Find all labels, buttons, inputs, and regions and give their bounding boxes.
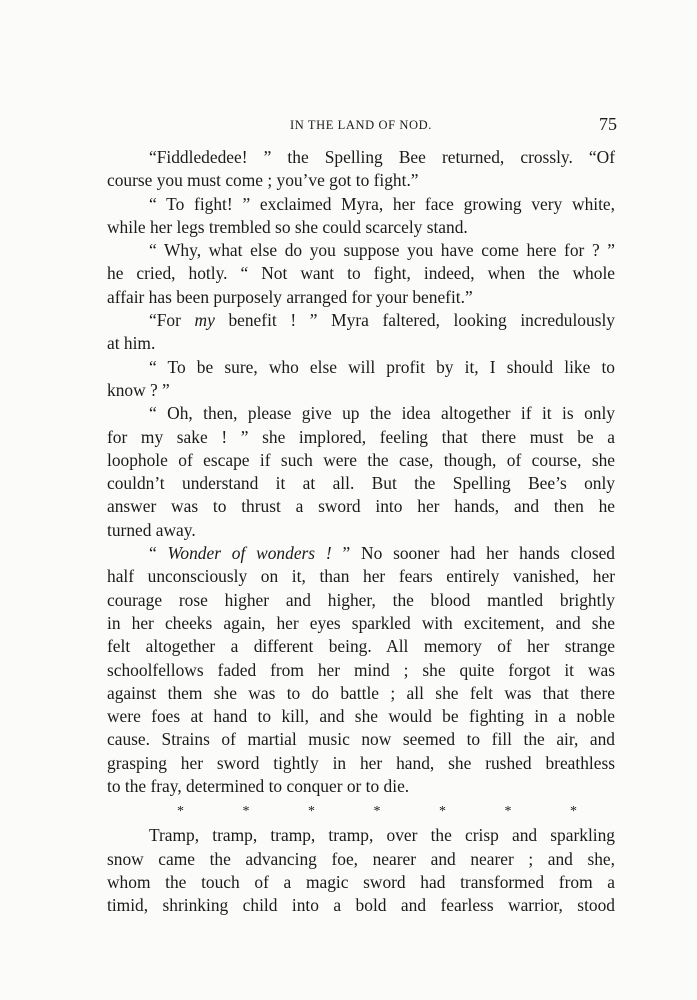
text-segment: were foes at hand to kill, and she would be fighting in a noble — [107, 706, 615, 727]
asterisk: * — [504, 804, 512, 820]
text-segment: for my sake ! ” she implored, feeling that there must be a — [107, 426, 615, 447]
text-segment: loophole of escape if such were the case, though, of course, she — [107, 449, 615, 470]
asterisk: * — [570, 804, 577, 820]
paragraph — [107, 146, 615, 193]
text-segment: felt altogether a different being. All memory of her strange — [107, 636, 615, 657]
section-separator — [107, 799, 615, 824]
text-segment: turned away. — [107, 519, 196, 540]
text-segment: ” No sooner had her hands closed — [331, 543, 615, 564]
asterisk: * — [308, 804, 315, 820]
text-line — [107, 146, 615, 169]
italic-text: my — [194, 310, 215, 331]
text-line — [107, 239, 615, 262]
text-segment: know ? ” — [107, 379, 170, 400]
text-line — [107, 659, 615, 682]
text-segment: against them she was to do battle ; all she felt was that there — [107, 682, 615, 703]
text-segment: snow came the advancing foe, nearer and nearer ; and she, — [107, 848, 615, 869]
text-segment: “Fiddlededee! ” the Spelling Bee returned, crossly. “Of — [149, 147, 615, 167]
text-line — [107, 824, 615, 847]
text-segment: answer was to thrust a sword into her hands, and then he — [107, 496, 615, 517]
text-segment: to the fray, determined to conquer or to die. — [107, 776, 410, 797]
text-line — [107, 542, 615, 565]
text-line — [107, 286, 615, 309]
paragraph — [107, 542, 615, 798]
asterisk: * — [373, 804, 381, 820]
text-line — [107, 402, 615, 425]
paragraph — [107, 239, 615, 309]
text-line — [107, 589, 615, 612]
text-line — [107, 332, 615, 355]
text-segment: cause. Strains of martial music now seemed to fill the air, and — [107, 729, 615, 750]
text-line — [107, 216, 615, 239]
text-line — [107, 169, 615, 192]
paragraph — [107, 402, 615, 542]
text-segment: half unconsciously on it, than her fears entirely vanished, her — [107, 566, 615, 587]
text-line — [107, 426, 615, 449]
text-line — [107, 379, 615, 402]
text-segment: “ To fight! ” exclaimed Myra, her face growing very white, — [149, 193, 615, 214]
text-segment: at him. — [107, 333, 156, 354]
text-line — [107, 894, 615, 917]
text-segment: affair has been purposely arranged for your benefit.” — [107, 286, 473, 307]
text-line — [107, 728, 615, 751]
text-line — [107, 356, 615, 379]
text-segment: Tramp, tramp, tramp, tramp, over the crisp and sparkling — [149, 825, 615, 846]
text-segment: while her legs trembled so she could scarcely stand. — [107, 216, 468, 237]
text-line — [107, 848, 615, 871]
text-line — [107, 193, 615, 216]
text-line — [107, 262, 615, 285]
page-header — [107, 114, 615, 136]
text-line — [107, 495, 615, 518]
text-line — [107, 519, 615, 542]
asterisk: * — [177, 804, 184, 820]
text-segment: “ Oh, then, please give up the idea altogether if it is only — [149, 403, 615, 424]
text-segment: “ Why, what else do you suppose you have come here for ? ” — [149, 240, 615, 261]
text-line — [107, 309, 615, 332]
text-segment: whom the touch of a magic sword had transformed from a — [107, 871, 615, 892]
text-line — [107, 775, 615, 798]
italic-text: Wonder of wonders ! — [167, 543, 332, 564]
text-segment: “ — [149, 543, 168, 564]
text-line — [107, 635, 615, 658]
text-segment: in her cheeks again, her eyes sparkled with excitement, and she — [107, 612, 615, 633]
text-segment: courage rose higher and higher, the blood mantled brightly — [107, 589, 615, 610]
asterisk: * — [439, 804, 446, 820]
text-line — [107, 565, 615, 588]
paragraph — [107, 824, 615, 917]
page-body — [107, 146, 615, 918]
text-line — [107, 612, 615, 635]
paragraph — [107, 193, 615, 240]
text-segment: “ To be sure, who else will profit by it, I should like to — [149, 356, 615, 377]
text-line — [107, 752, 615, 775]
text-segment: couldn’t understand it at all. But the Spelling Bee’s only — [107, 473, 615, 494]
paragraph — [107, 309, 615, 356]
text-line — [107, 449, 615, 472]
text-segment: “For — [149, 310, 195, 331]
text-segment: schoolfellows faded from her mind ; she quite forgot it was — [107, 659, 615, 680]
running-title: IN THE LAND OF NOD. — [289, 118, 433, 132]
text-line — [107, 871, 615, 894]
text-line — [107, 682, 615, 705]
text-segment: benefit ! ” Myra faltered, looking incredulously — [214, 310, 615, 331]
text-line — [107, 705, 615, 728]
text-segment: timid, shrinking child into a bold and fearless warrior, stood — [107, 895, 615, 916]
text-segment: he cried, hotly. “ Not want to fight, indeed, when the whole — [107, 263, 615, 284]
text-segment: grasping her sword tightly in her hand, she rushed breathless — [107, 752, 615, 773]
text-line — [107, 472, 615, 495]
asterisk: * — [242, 804, 250, 820]
paragraph — [107, 356, 615, 403]
page-number: 75 — [599, 114, 617, 134]
text-segment: course you must come ; you’ve got to fight.” — [107, 170, 419, 191]
